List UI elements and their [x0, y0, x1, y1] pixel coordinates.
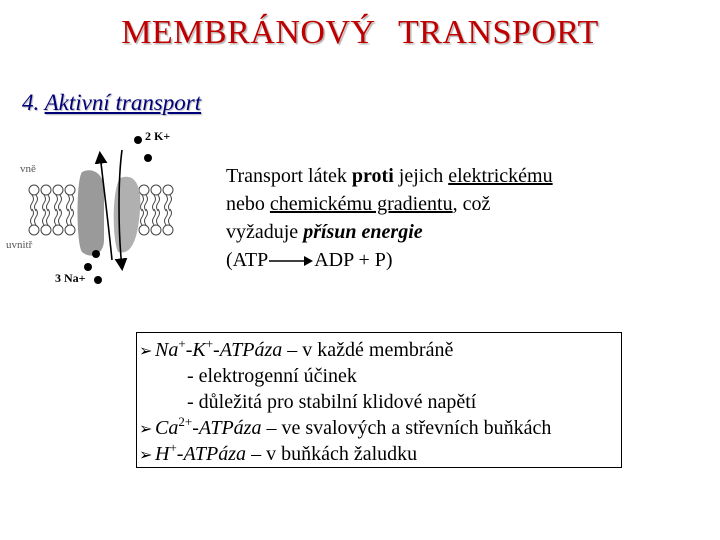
- sodium-ion: [84, 263, 92, 271]
- pump-protein-right: [114, 177, 141, 253]
- section-heading: [22, 90, 201, 116]
- list-subitem: - důležitá pro stabilní klidové napětí: [187, 391, 477, 413]
- description-line-2: nebo chemickému gradientu, což: [226, 193, 491, 215]
- description-text: [226, 162, 646, 274]
- lipid-bilayer-right: [139, 185, 173, 235]
- lipid-bilayer-left: [29, 185, 75, 235]
- pump-protein: [78, 170, 105, 255]
- atpase-info-box: [136, 332, 622, 468]
- description-line-1: Transport látek proti jejich elektrickému: [226, 165, 553, 187]
- list-item: ➢ $Ca^{2+}$-ATPáza – ve svalových a střevních buňkách: [139, 415, 621, 441]
- sodium-ion: [92, 250, 100, 258]
- page-title: MEMBRÁNOVÝ TRANSPORT: [121, 14, 599, 51]
- list-subitem: - elektrogenní účinek: [187, 365, 357, 387]
- sodium-ion: [94, 276, 102, 284]
- outside-label: vně: [20, 163, 36, 175]
- potassium-ion: [144, 154, 152, 162]
- description-line-4: (ATP ADP + P): [226, 249, 393, 271]
- inside-label: uvnitř: [6, 239, 33, 251]
- potassium-label: 2 K+: [145, 129, 171, 143]
- check-arrow-icon: ➢: [139, 341, 153, 360]
- reaction-arrow-icon: [268, 255, 314, 267]
- list-item: ➢ Na+-K+-ATPáza – v každé membráně: [139, 337, 621, 363]
- potassium-ion: [134, 136, 142, 144]
- description-line-3: vyžaduje přísun energie: [226, 221, 423, 243]
- list-item: ➢ H+-ATPáza – v buňkách žaludku: [139, 441, 621, 467]
- check-arrow-icon: ➢: [139, 419, 153, 438]
- check-arrow-icon: ➢: [139, 445, 153, 464]
- sodium-label: 3 Na+: [55, 271, 86, 285]
- section-title: Aktivní transport: [44, 90, 202, 115]
- membrane-transport-diagram: [0, 120, 210, 295]
- section-number: 4.: [22, 90, 40, 115]
